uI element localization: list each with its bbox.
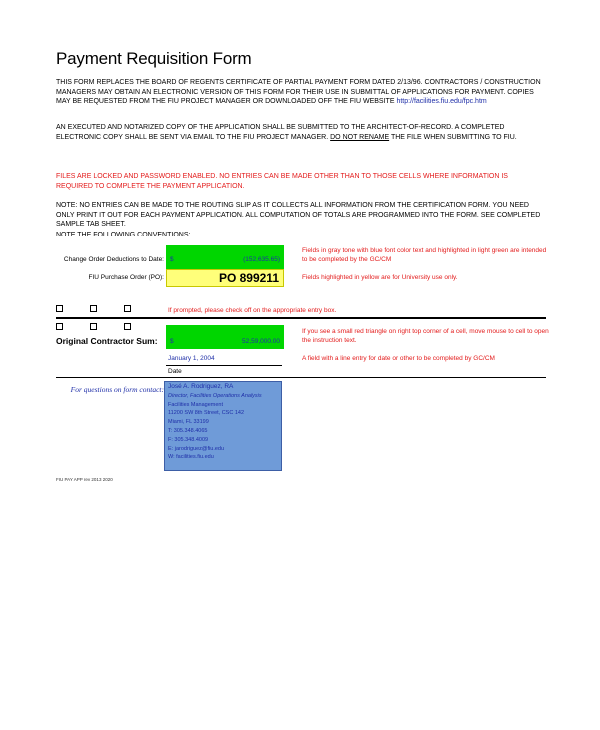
contact-name: José A. Rodriguez, RA <box>168 383 234 390</box>
original-sum-value: 52,59,000.00 <box>242 338 280 345</box>
contact-email[interactable]: E: jarodriguez@fiu.edu <box>168 445 225 452</box>
locked-notice: FILES ARE LOCKED AND PASSWORD ENABLED. NO ENTRIES CAN BE MADE OTHER THAN TO THOSE CELLS WHERE INFORMATION IS REQUIRED TO COMPLETE THE PAYMENT APPLICATION. <box>56 173 508 190</box>
entry-checkbox-5[interactable] <box>90 323 97 330</box>
line-entry-hint: A field with a line entry for date or other to be completed by GC/CM <box>302 355 495 362</box>
change-order-field[interactable] <box>166 245 284 269</box>
original-sum-label: Original Contractor Sum: <box>56 336 158 346</box>
date-label: Date <box>168 368 182 375</box>
change-order-value: (152,635.65) <box>243 256 280 263</box>
entry-checkbox-1[interactable] <box>56 305 63 312</box>
contact-phone: T: 305.348.4065 <box>168 427 208 434</box>
green-field-hint: Fields in gray tone with blue font color text and highlighted in light green are intended to be completed by the GC/CM <box>302 247 547 263</box>
change-order-label: Change Order Deductions to Date: <box>63 256 164 263</box>
submission-text-end: THE FILE WHEN SUBMITTING TO FIU. <box>390 133 517 141</box>
original-sum-currency: $ <box>170 338 174 345</box>
divider-top <box>56 317 546 319</box>
po-field <box>166 269 284 287</box>
entry-checkbox-3[interactable] <box>124 305 131 312</box>
checkbox-hint: If prompted, please check off on the appropriate entry box. <box>168 307 337 314</box>
entry-checkbox-4[interactable] <box>56 323 63 330</box>
change-order-currency: $ <box>170 256 174 263</box>
submission-paragraph <box>56 123 546 142</box>
contact-title: Director, Facilities Operations Analysis <box>168 392 262 399</box>
original-sum-field[interactable] <box>166 325 284 349</box>
contact-box <box>164 381 282 471</box>
contact-web[interactable]: W: facilities.fiu.edu <box>168 454 214 461</box>
conventions-label: NOTE THE FOLLOWING CONVENTIONS: <box>56 232 191 236</box>
red-triangle-hint: If you see a small red triangle on right top corner of a cell, move mouse to cell to open the instruction text. <box>302 328 549 344</box>
contact-prompt: For questions on form contact: <box>70 385 164 394</box>
intro-text: THIS FORM REPLACES THE BOARD OF REGENTS CERTIFICATE OF PARTIAL PAYMENT FORM DATED 2/13/96. CONTRACTORS / CONSTRUCTION MANAGERS MAY OBTAIN AN ELECTRONIC VERSION OF THIS FORM FOR THEIR USE IN SUBMITTAL OF APPLICATIONS FOR PAYMENT. COPIES MAY BE REQUESTED FROM THE FIU PROJECT MANAGER OR DOWNLOADED OFF THE FIU WEBSITE <box>56 79 541 105</box>
page-title: Payment Requisition Form <box>56 49 252 68</box>
entry-checkbox-2[interactable] <box>90 305 97 312</box>
date-value[interactable]: January 1, 2004 <box>168 355 215 362</box>
do-not-rename-text: DO NOT RENAME <box>330 133 390 141</box>
divider-bottom <box>56 377 546 378</box>
contact-address: 11200 SW 8th Street, CSC 142 <box>168 410 245 417</box>
website-link[interactable]: http://facilities.fiu.edu/fpc.htm <box>396 98 487 105</box>
contact-city: Miami, FL 33199 <box>168 419 209 426</box>
po-label: FIU Purchase Order (PO): <box>88 274 164 281</box>
entry-checkbox-6[interactable] <box>124 323 131 330</box>
yellow-field-hint: Fields highlighted in yellow are for University use only. <box>302 274 458 281</box>
po-value: PO 899211 <box>218 271 279 285</box>
note-paragraph: NOTE: NO ENTRIES CAN BE MADE TO THE ROUTING SLIP AS IT COLLECTS ALL INFORMATION FROM THE CERTIFICATION FORM. YOU NEED ONLY PRINT IT OUT FOR EACH PAYMENT APPLICATION. ALL COMPUTATION OF TOTALS ARE PROGRAMMED INTO THE FORM. SEE COMPLETED SAMPLE TAB SHEET. <box>56 202 541 228</box>
date-underline <box>166 365 282 366</box>
contact-fax: F: 305.348.4009 <box>168 436 209 443</box>
contact-department: Facilities Management <box>168 401 224 408</box>
submission-text: AN EXECUTED AND NOTARIZED COPY OF THE APPLICATION SHALL BE SUBMITTED TO THE ARCHITECT-OF-RECORD. A COMPLETED ELECTRONIC COPY SHALL BE SENT VIA EMAIL TO THE FIU PROJECT MANAGER. <box>56 124 505 141</box>
intro-paragraph <box>56 78 546 107</box>
footer-text: FIU PAY APP rev 2013 2020 <box>56 477 113 482</box>
